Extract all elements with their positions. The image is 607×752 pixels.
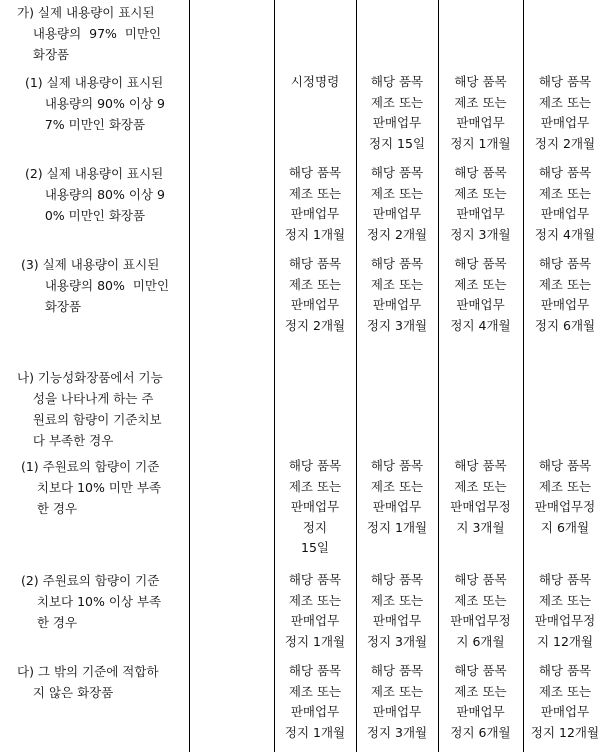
penalty-third-offense: 해당 품목 제조 또는 판매업무 정지 4개월 [450,256,511,333]
violation-description: (3) 실제 내용량이 표시된 내용량의 80% 미만인 화장품 [17,257,170,314]
penalty-first-offense: 시정명령 [290,74,340,89]
violation-description: 다) 그 밖의 기준에 적합하 지 않은 화장품 [17,664,159,700]
penalty-third-offense: 해당 품목 제조 또는 판매업무 정지 3개월 [450,165,511,242]
penalty-third-offense: 해당 품목 제조 또는 판매업무 정지 6개월 [450,663,511,740]
penalty-fourth-offense: 해당 품목 제조 또는 판매업무 정지 4개월 [534,165,596,242]
penalty-first-offense: 해당 품목 제조 또는 판매업무 정지 15일 [288,458,342,555]
penalty-second-offense: 해당 품목 제조 또는 판매업무 정지 1개월 [366,458,428,535]
penalty-second-offense: 해당 품목 제조 또는 판매업무 정지 3개월 [366,572,428,649]
penalty-first-offense: 해당 품목 제조 또는 판매업무 정지 1개월 [284,165,346,242]
penalty-fourth-offense: 해당 품목 제조 또는 판매업무정 지 12개월 [534,572,596,649]
penalty-second-offense: 해당 품목 제조 또는 판매업무 정지 3개월 [366,256,428,333]
penalty-second-offense: 해당 품목 제조 또는 판매업무 정지 15일 [368,74,426,151]
penalty-fourth-offense: 해당 품목 제조 또는 판매업무 정지 6개월 [534,256,596,333]
violation-description: (1) 주원료의 함량이 기준 치보다 10% 미만 부족 한 경우 [17,459,162,516]
penalty-third-offense: 해당 품목 제조 또는 판매업무 정지 1개월 [450,74,511,151]
violation-description: 가) 실제 내용량이 표시된 내용량의 97% 미만인 화장품 [17,5,162,62]
column-divider [189,0,190,752]
penalty-fourth-offense: 해당 품목 제조 또는 판매업무정 지 6개월 [534,458,596,535]
penalty-third-offense: 해당 품목 제조 또는 판매업무정 지 3개월 [450,458,511,535]
penalty-second-offense: 해당 품목 제조 또는 판매업무 정지 3개월 [366,663,428,740]
penalty-fourth-offense: 해당 품목 제조 또는 판매업무 정지 2개월 [534,74,596,151]
penalty-first-offense: 해당 품목 제조 또는 판매업무 정지 1개월 [284,663,346,740]
violation-description: (1) 실제 내용량이 표시된 내용량의 90% 이상 9 7% 미만인 화장품 [17,75,165,132]
penalty-first-offense: 해당 품목 제조 또는 판매업무 정지 2개월 [284,256,346,333]
penalty-fourth-offense: 해당 품목 제조 또는 판매업무 정지 12개월 [530,663,600,740]
violation-description: 나) 기능성화장품에서 기능 성을 나타나게 하는 주 원료의 함량이 기준치보 다 부족한 경우 [17,370,163,448]
violation-description: (2) 주원료의 함량이 기준 치보다 10% 이상 부족 한 경우 [17,573,162,630]
penalty-second-offense: 해당 품목 제조 또는 판매업무 정지 2개월 [366,165,428,242]
penalty-third-offense: 해당 품목 제조 또는 판매업무정 지 6개월 [450,572,511,649]
penalty-first-offense: 해당 품목 제조 또는 판매업무 정지 1개월 [284,572,346,649]
violation-description: (2) 실제 내용량이 표시된 내용량의 80% 이상 9 0% 미만인 화장품 [17,166,165,223]
